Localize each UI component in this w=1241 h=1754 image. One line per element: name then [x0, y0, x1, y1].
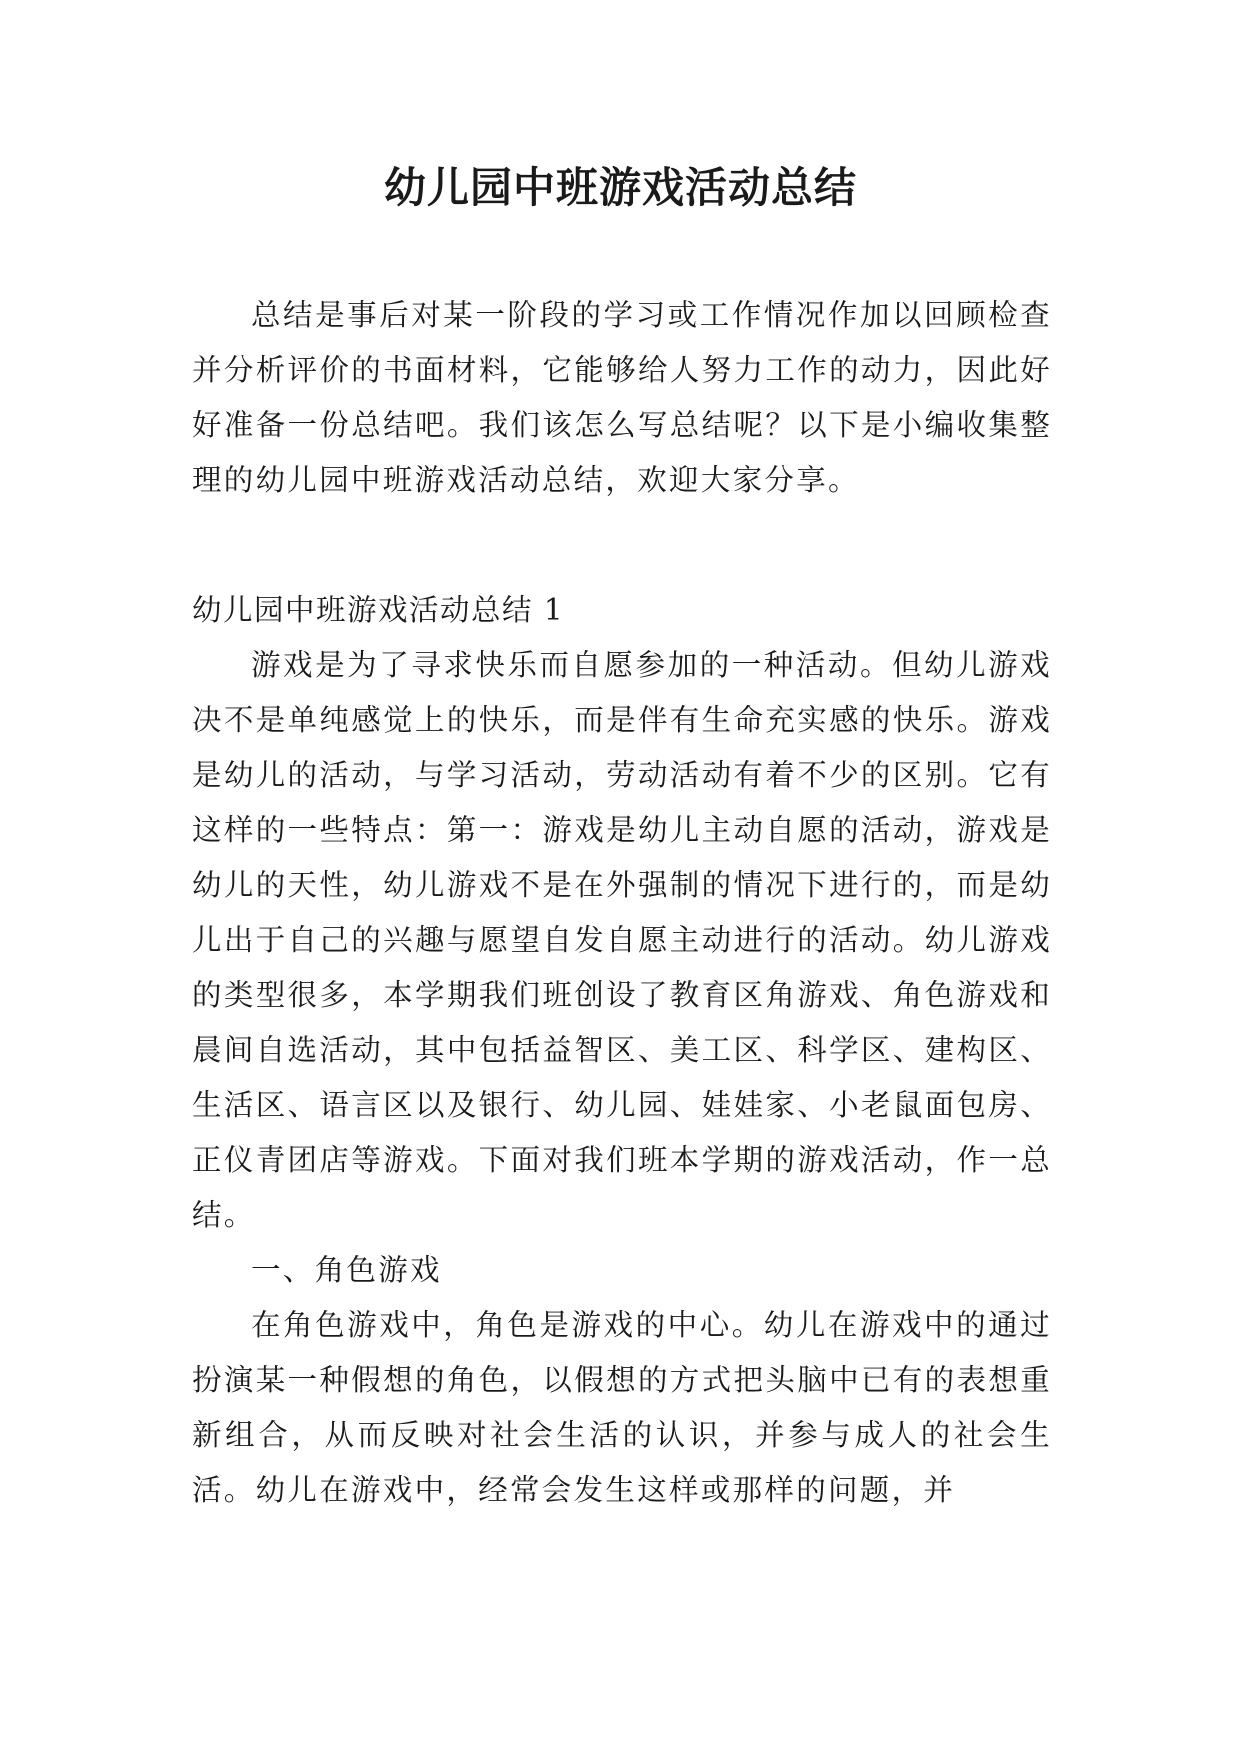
intro-section [192, 288, 1052, 508]
subheading-role-play: 一、角色游戏 [251, 1253, 442, 1287]
body-paragraph-2: 在角色游戏中，角色是游戏的中心。幼儿在游戏中的通过扮演某一种假想的角色，以假想的方式把头脑中已有的表想重新组合，从而反映对社会生活的认识，并参与成人的社会生活。幼儿在游戏中，经常会发生这样或那样的问题，并 [192, 1308, 1052, 1507]
document-title: 幼儿园中班游戏活动总结 [383, 163, 857, 212]
body-paragraph-1: 游戏是为了寻求快乐而自愿参加的一种活动。但幼儿游戏决不是单纯感觉上的快乐，而是伴有生命充实感的快乐。游戏是幼儿的活动，与学习活动，劳动活动有着不少的区别。它有这样的一些特点：第一：游戏是幼儿主动自愿的活动，游戏是幼儿的天性，幼儿游戏不是在外强制的情况下进行的，而是幼儿出于自己的兴趣与愿望自发自愿主动进行的活动。幼儿游戏的类型很多，本学期我们班创设了教育区角游戏、角色游戏和晨间自选活动，其中包括益智区、美工区、科学区、建构区、生活区、语言区以及银行、幼儿园、娃娃家、小老鼠面包房、正仪青团店等游戏。下面对我们班本学期的游戏活动，作一总结。 [192, 648, 1052, 1232]
intro-paragraph: 总结是事后对某一阶段的学习或工作情况作加以回顾检查并分析评价的书面材料，它能够给人努力工作的动力，因此好好准备一份总结吧。我们该怎么写总结呢？以下是小编收集整理的幼儿园中班游戏活动总结，欢迎大家分享。 [192, 298, 1052, 497]
section-title: 幼儿园中班游戏活动总结 1 [192, 593, 565, 627]
main-content [192, 583, 1052, 1518]
